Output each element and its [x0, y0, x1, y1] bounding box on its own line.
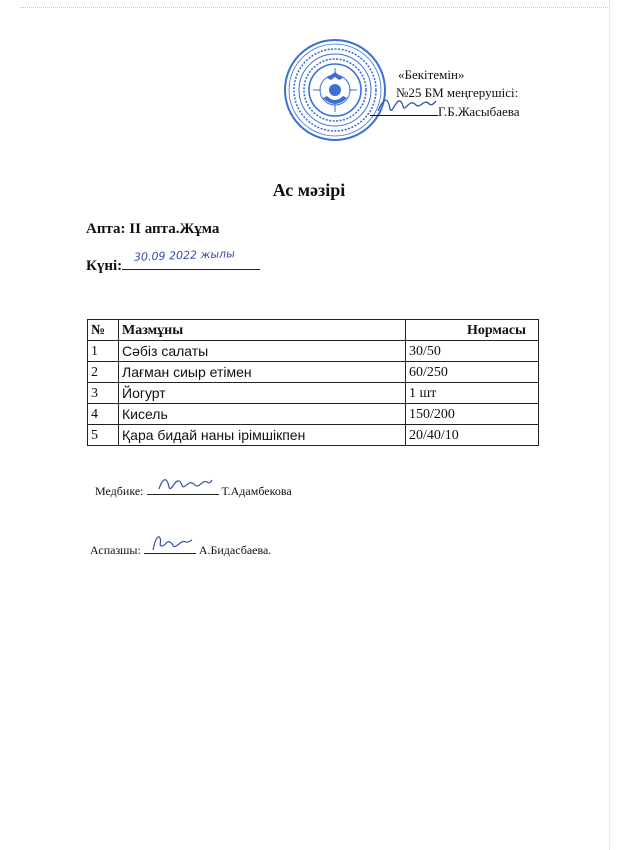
director-name: Г.Б.Жасыбаева — [438, 104, 520, 119]
director-signature-icon — [376, 93, 438, 117]
row-name: Сәбіз салаты — [119, 341, 406, 362]
row-name: Йогурт — [119, 383, 406, 404]
row-norm: 20/40/10 — [406, 425, 539, 446]
row-no: 5 — [88, 425, 119, 446]
date-label: Күні: — [86, 258, 123, 274]
table-row — [88, 404, 539, 425]
scan-edge-line — [20, 7, 610, 8]
row-name: Кисель — [119, 404, 406, 425]
cook-signature-line — [144, 541, 196, 554]
scan-edge-line-right — [609, 0, 610, 850]
header-no: № — [88, 320, 119, 341]
table-row — [88, 383, 539, 404]
row-name: Қара бидай наны ірімшікпен — [119, 425, 406, 446]
table-row — [88, 425, 539, 446]
row-norm: 1 шт — [406, 383, 539, 404]
approval-signature-row — [370, 103, 520, 120]
official-seal-icon — [283, 38, 387, 142]
nurse-signature-row — [95, 482, 292, 499]
approval-position: №25 БМ меңгерушісі: — [396, 85, 519, 100]
header-name: Мазмұны — [119, 320, 406, 341]
nurse-name: Т.Адамбекова — [221, 484, 292, 498]
menu-table — [87, 319, 539, 446]
nurse-signature-icon — [157, 473, 213, 495]
cook-label: Аспазшы: — [90, 543, 141, 557]
approval-heading: «Бекітемін» — [398, 67, 465, 82]
row-name: Лағман сиыр етімен — [119, 362, 406, 383]
cook-signature-row — [90, 541, 271, 558]
cook-name: А.Бидасбаева. — [198, 543, 272, 557]
row-no: 2 — [88, 362, 119, 383]
nurse-label: Медбике: — [95, 484, 144, 498]
page-title: Ас мәзірі — [272, 180, 346, 200]
table-header-row — [88, 320, 539, 341]
cook-signature-icon — [150, 532, 194, 554]
table-row — [88, 341, 539, 362]
date-handwritten-value: 30.09 2022 жылы — [133, 247, 236, 264]
row-no: 1 — [88, 341, 119, 362]
row-no: 4 — [88, 404, 119, 425]
week-label: Апта: ІІ апта.Жұма — [86, 221, 220, 237]
nurse-signature-line — [147, 482, 219, 495]
date-row — [86, 247, 260, 275]
approval-signature-line — [370, 103, 438, 116]
date-line — [122, 247, 260, 270]
row-norm: 150/200 — [406, 404, 539, 425]
table-row — [88, 362, 539, 383]
row-no: 3 — [88, 383, 119, 404]
row-norm: 30/50 — [406, 341, 539, 362]
header-norm: Нормасы — [406, 320, 539, 341]
row-norm: 60/250 — [406, 362, 539, 383]
